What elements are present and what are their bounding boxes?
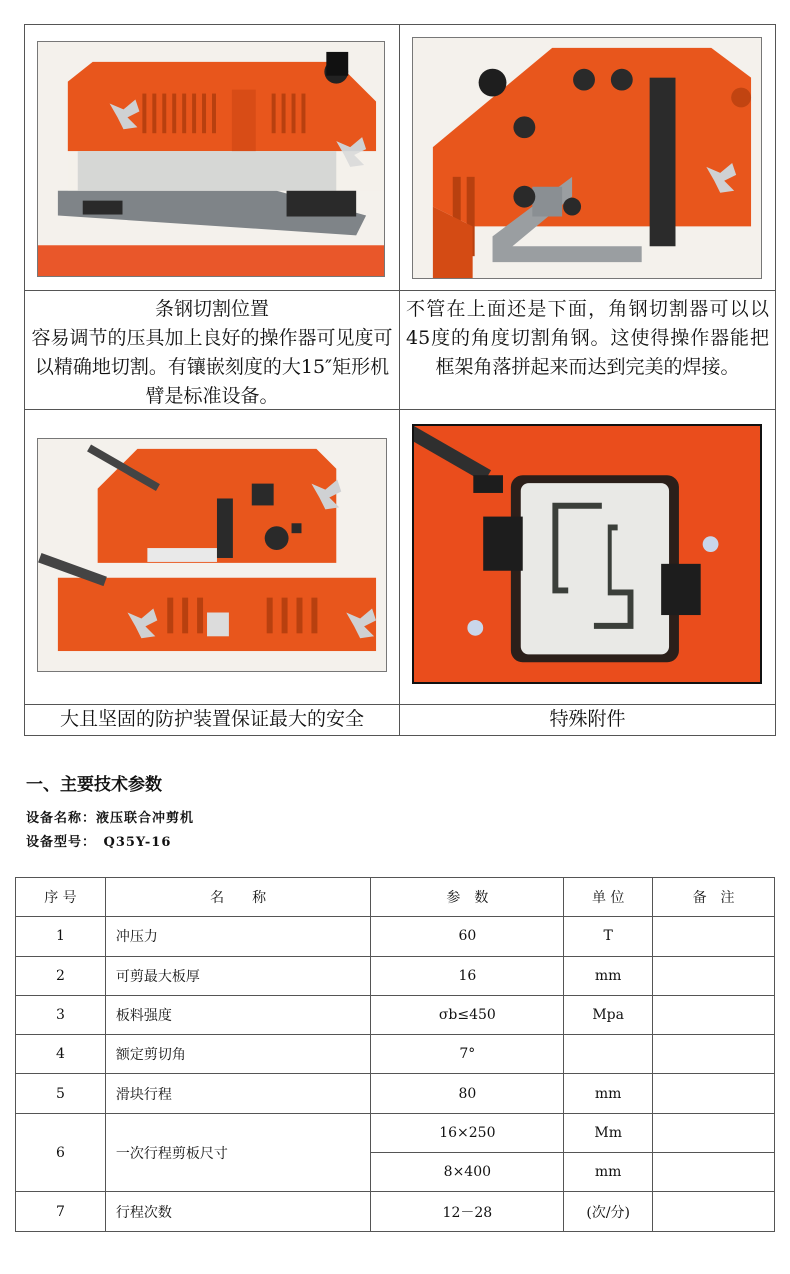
row-param: 7° — [371, 1035, 564, 1074]
flat-bar-shear-station-photo — [37, 41, 385, 277]
image-row-1 — [25, 25, 775, 291]
spec-table-header-row — [16, 878, 775, 917]
row-unit: mm — [564, 956, 653, 995]
equipment-model-label: 设备型号： Q35Y-16 — [26, 835, 172, 850]
special-tooling-photo — [412, 424, 762, 684]
row-unit: (次/分) — [564, 1192, 653, 1231]
caption-row-1 — [25, 291, 775, 410]
row-param: 16 — [371, 956, 564, 995]
flat-bar-caption-title: 条钢切割位置 — [154, 298, 269, 320]
row-param: 12－28 — [371, 1192, 564, 1231]
header-no: 序 号 — [16, 878, 106, 917]
row-note — [653, 1035, 775, 1074]
row-unit: Mm — [564, 1113, 653, 1152]
row-no: 1 — [16, 917, 106, 956]
angle-shear-station-photo — [412, 37, 762, 279]
feature-cell-flat-bar — [25, 25, 400, 290]
equipment-name-label: 设备名称：液压联合冲剪机 — [26, 811, 195, 826]
row-note — [653, 1074, 775, 1113]
row-note — [653, 1113, 775, 1152]
table-row — [16, 917, 775, 956]
guard-caption-title: 大且坚固的防护装置保证最大的安全 — [59, 708, 364, 730]
angle-caption-body: 不管在上面还是下面，角钢切割器可以以45度的角度切割角钢。这使得操作器能把框架角落拼起来而达到完美的焊接。 — [406, 298, 769, 378]
table-row — [16, 1074, 775, 1113]
header-unit: 单 位 — [564, 878, 653, 917]
table-row — [16, 1035, 775, 1074]
feature-caption-guard — [25, 705, 400, 735]
row-name: 一次行程剪板尺寸 — [105, 1113, 371, 1192]
section-heading: 一、主要技术参数 — [26, 775, 162, 795]
row-param: 16×250 — [371, 1113, 564, 1152]
row-note — [653, 956, 775, 995]
row-unit — [564, 1035, 653, 1074]
row-note — [653, 1192, 775, 1231]
row-no: 5 — [16, 1074, 106, 1113]
row-name: 冲压力 — [105, 917, 371, 956]
feature-grid — [24, 24, 776, 736]
row-unit-2: mm — [564, 1153, 653, 1192]
feature-cell-angle — [400, 25, 775, 290]
row-name: 可剪最大板厚 — [105, 956, 371, 995]
row-name: 行程次数 — [105, 1192, 371, 1231]
row-note-2 — [653, 1153, 775, 1192]
row-unit: mm — [564, 1074, 653, 1113]
table-row — [16, 1192, 775, 1231]
flat-bar-caption-body: 容易调节的压具加上良好的操作器可见度可以精确地切割。有镶嵌刻度的大15″矩形机臂是标准设备。 — [31, 327, 393, 407]
row-param: 80 — [371, 1074, 564, 1113]
header-param: 参 数 — [371, 878, 564, 917]
row-no: 7 — [16, 1192, 106, 1231]
table-row — [16, 1113, 775, 1152]
table-row — [16, 956, 775, 995]
row-note — [653, 917, 775, 956]
caption-row-2 — [25, 705, 775, 735]
feature-caption-angle — [400, 291, 775, 409]
row-unit: Mpa — [564, 995, 653, 1034]
row-unit: T — [564, 917, 653, 956]
feature-caption-flat-bar — [25, 291, 400, 409]
image-row-2 — [25, 410, 775, 705]
row-note — [653, 995, 775, 1034]
row-name: 板料强度 — [105, 995, 371, 1034]
feature-caption-tooling — [400, 705, 775, 735]
spec-table — [15, 877, 775, 1232]
row-no: 6 — [16, 1113, 106, 1192]
feature-cell-guard — [25, 410, 400, 704]
row-name: 滑块行程 — [105, 1074, 371, 1113]
row-no: 3 — [16, 995, 106, 1034]
row-param: σb≤450 — [371, 995, 564, 1034]
header-name: 名 称 — [105, 878, 371, 917]
row-no: 4 — [16, 1035, 106, 1074]
row-no: 2 — [16, 956, 106, 995]
table-row — [16, 995, 775, 1034]
row-param-2: 8×400 — [371, 1153, 564, 1192]
header-note: 备 注 — [653, 878, 775, 917]
feature-cell-tooling — [400, 410, 775, 704]
tooling-caption-title: 特殊附件 — [549, 708, 626, 730]
safety-guard-photo — [37, 438, 387, 672]
row-param: 60 — [371, 917, 564, 956]
row-name: 额定剪切角 — [105, 1035, 371, 1074]
